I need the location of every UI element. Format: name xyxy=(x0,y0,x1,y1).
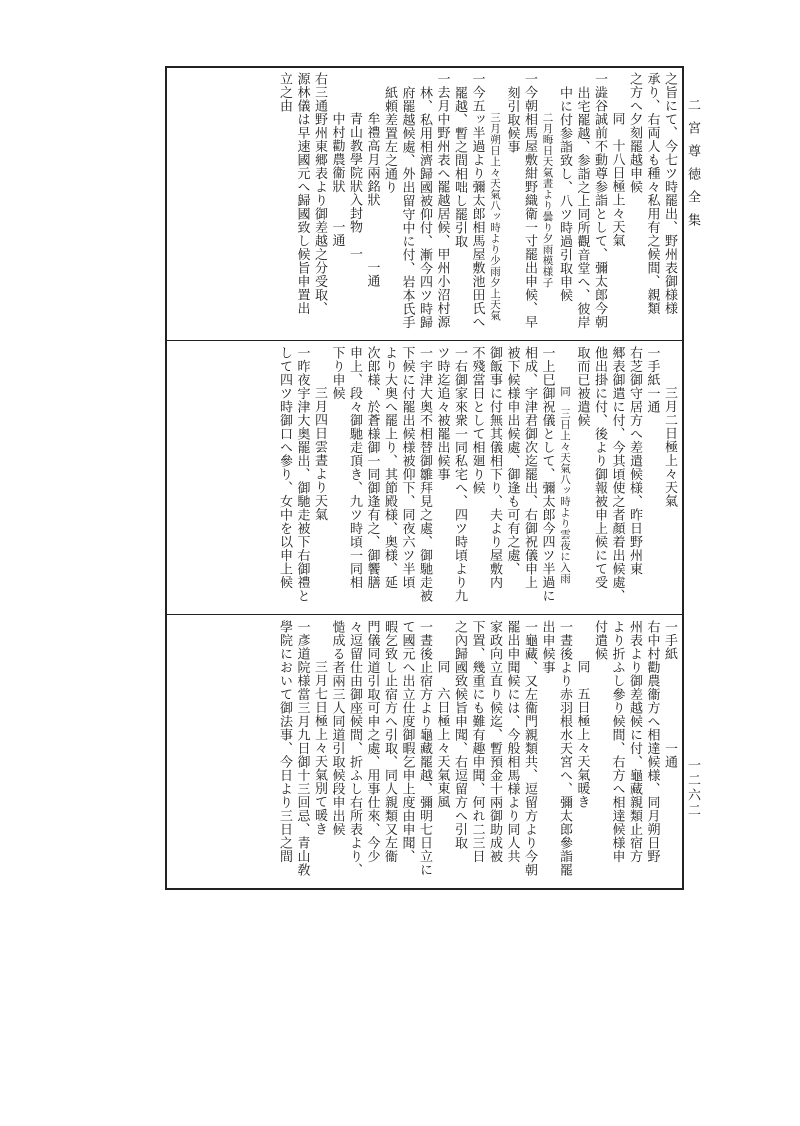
text-line: 右芝御守居方へ差遣候様、昨日野州東 xyxy=(627,346,642,576)
text-line: 三月二日極上々天氣 xyxy=(662,386,677,508)
text-line: 二月晦日天氣晝より曇り夕雨模様子 xyxy=(541,112,554,288)
text-line: 他出掛に付、後より御報被申上候にて受 xyxy=(592,346,607,589)
text-line: 一龜藏、又左衞門親類共、逗留方より今朝 xyxy=(522,620,537,877)
text-line: 一晝後止宿方より龜藏罷越、彌明七日立に xyxy=(417,620,432,877)
text-line: 一今五ッ半過より彌太郎相馬屋敷池田氏へ xyxy=(469,72,485,329)
text-line: より折ふし參り候間、右方へ相達候様申 xyxy=(609,620,625,863)
text-line: 下り申候 xyxy=(329,346,345,400)
section-divider xyxy=(167,340,682,341)
text-line: より大奥へ罷上り、其節殿様、奥様、延 xyxy=(382,346,397,589)
section-divider xyxy=(167,614,682,615)
text-line: 一晝後より赤羽根水天宮へ、彌太郎參詣罷 xyxy=(557,620,572,877)
text-line: 一昨夜宇津大奥罷出、御馳走被下右御禮と xyxy=(294,346,310,603)
text-line: 取而已被遣候 xyxy=(574,346,590,427)
text-line: 一宇津大奥不相替御雛拜見之處、御馳走被 xyxy=(417,346,432,603)
text-line: 一澁谷誠前不動尊参詣として、彌太郎今朝 xyxy=(592,72,607,329)
running-header-title: 二宮尊徳全集 xyxy=(685,98,700,236)
text-line: 右三通野州東郷表より御差越之分受取、 xyxy=(312,72,327,315)
text-line: 罷出申聞候には、今般相馬様より同人共 xyxy=(504,620,520,863)
text-line: 三月朔日上々天氣八ッ時より少雨夕上天氣 xyxy=(489,112,501,321)
text-line: 同 三日上々天氣八ッ時より雲夜に入雨 xyxy=(559,386,571,584)
page-number: 一二六二 xyxy=(685,758,700,818)
text-line: 郷表御遣に付、今其頃使之者顏着出候處、 xyxy=(609,346,625,603)
text-line: 之內歸國致候旨申聞、右逗留方へ引取 xyxy=(452,620,467,850)
text-line: 出申候事 xyxy=(539,620,555,674)
text-line: 不殘當日として相廻り候 xyxy=(469,346,485,495)
text-line: 次郎様、於蒼様御一同御逢有之、御饗膳 xyxy=(364,346,380,589)
text-line: 中に付参詣致し、八ツ時過引取申候 xyxy=(557,86,572,302)
text-line: 下候に付罷出候様被仰下、同夜六ツ半頃 xyxy=(399,346,415,589)
text-line: 右中村勸農衞方へ相達候様、同月朔日野 xyxy=(644,620,660,863)
text-line: 一手紙 一通 xyxy=(662,620,677,769)
text-line: 付遣候 xyxy=(592,620,607,661)
text-line: 同 十八日極上々天氣 xyxy=(609,112,625,247)
text-line: 學院において御法事、今日より三日之間 xyxy=(277,620,292,863)
text-line: 刻引取候事 xyxy=(504,86,520,154)
text-line: 紙頼差置左之通り xyxy=(382,86,397,194)
text-line: 申上、段々御馳走頂き、九ツ時頃一同相 xyxy=(347,346,362,589)
text-line: 源林儀は早速國元へ歸國致し候旨申置出 xyxy=(294,72,310,315)
text-block-top xyxy=(171,72,678,334)
text-line: 慥成る者兩三人同道引取候段申出候 xyxy=(329,620,345,836)
text-line: 々逗留仕由御座候間、折ふし右所表より、 xyxy=(347,620,362,877)
text-line: て國元へ出立仕度御暇乞申上度由申聞、 xyxy=(399,620,415,863)
text-line: 中村勸農衞狀 一通 xyxy=(329,112,345,247)
text-line: 門儀同道引取可申之處、用事仕來、今少 xyxy=(364,620,380,863)
text-line: 被下候様申出候處、御逢も可有之處、 xyxy=(504,346,520,576)
text-line: 青山教學院狀入封物 一 xyxy=(347,112,362,261)
text-line: 牟禮高月兩銘狀 一通 xyxy=(364,112,380,288)
text-line: ツ時迄追々被罷出候事 xyxy=(434,346,450,481)
text-block-middle xyxy=(171,346,678,608)
text-line: 一彥道院様當三月九日御十三回忌、青山敎 xyxy=(294,620,310,877)
text-line: 三月四日雲晝より天氣 xyxy=(312,386,327,521)
text-line: 承り、右両人も種々私用有之候間、親類 xyxy=(644,72,660,315)
text-line: 之方へ夕刻罷越申候 xyxy=(627,72,642,194)
text-line: 罷越、暫之間相咄し罷引取 xyxy=(452,86,467,248)
text-line: 相成、宇津君御次迄罷出、右御祝儀申上 xyxy=(522,346,537,589)
text-line: 一手紙一通 xyxy=(644,346,660,414)
text-line: 同 五日極上々天氣暖き xyxy=(574,660,590,809)
text-line: 下置、幾重にも難有趣申聞、何れ二三日 xyxy=(469,620,485,863)
text-frame xyxy=(165,66,684,890)
text-line: 暇乞致し止宿方へ引取、同人親類又左衞 xyxy=(382,620,397,863)
text-line: 州表より御差越候に付、龜藏親類止宿方 xyxy=(627,620,642,863)
text-line: 一右御家來衆一同私宅へ、四ツ時頃より九 xyxy=(452,346,467,603)
text-line: 一去月中野州表へ罷越居候、甲州小沼村源 xyxy=(434,72,450,329)
text-line: 同 六日極上々天氣東風 xyxy=(434,660,450,809)
text-line: 一上巳御祝儀として、彌太郎今四ツ半過に xyxy=(539,346,555,603)
text-line: 立之由 xyxy=(277,72,292,113)
text-line: 三月七日極上々天氣別て暖き xyxy=(312,660,327,836)
text-line: 御飯事に付無其儀相下り、夫より屋敷内 xyxy=(487,346,502,589)
text-block-bottom xyxy=(171,620,678,882)
text-line: して四ツ時御口へ參り、女中を以申上候 xyxy=(277,346,292,589)
text-line: 之旨にて、今七ツ時罷出、野州表御様様 xyxy=(662,72,677,315)
text-line: 家政向立直り候迄、暫預金十兩御助成被 xyxy=(487,620,502,863)
text-line: 出宅罷越、参詣之上同所觀音堂へ、彼岸 xyxy=(574,86,590,329)
text-line: 府罷越候處、外出留守中に付、岩本氏手 xyxy=(399,86,415,329)
text-line: 一今朝相馬屋敷紺野織衛一寸罷出申候、早 xyxy=(522,72,537,329)
text-line: 林、私用相濟歸國被仰付、漸今四ツ時歸 xyxy=(417,86,432,329)
